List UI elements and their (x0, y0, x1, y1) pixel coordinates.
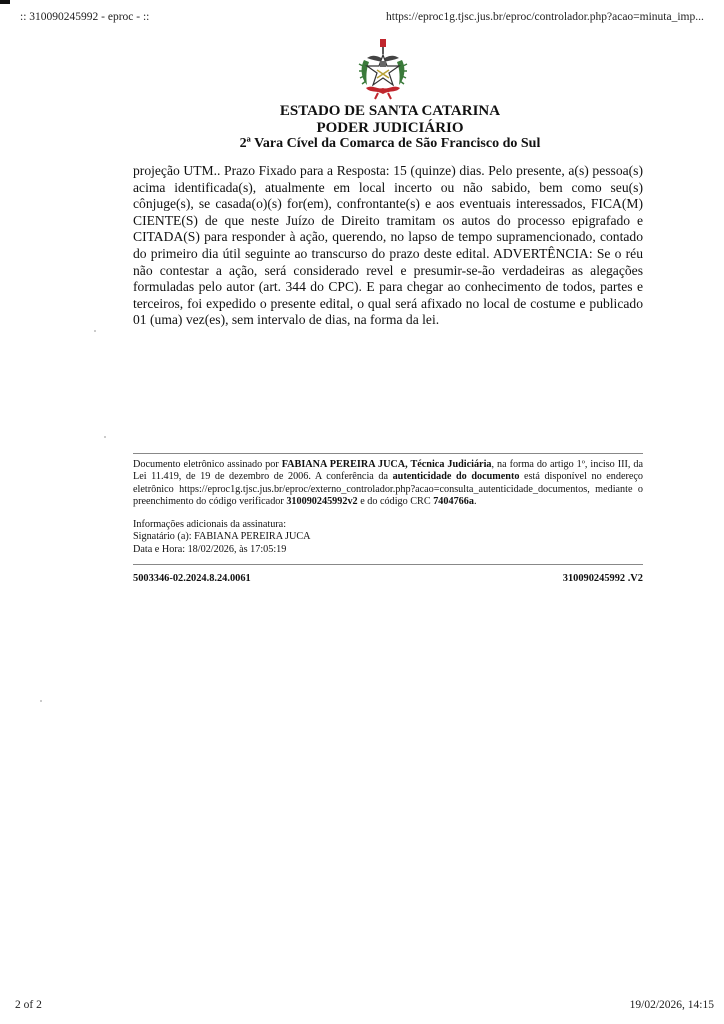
print-header-title: :: 310090245992 - eproc - :: (20, 11, 150, 23)
sig-text-2: , na forma do artigo 1º, inciso III, da Lei 11.419, de 19 de dezembro de 2006. A conferência da (133, 459, 643, 483)
sig-text-6: . (473, 495, 477, 507)
edital-body-paragraph: projeção UTM.. Prazo Fixado para a Resposta: 15 (quinze) dias. Pelo presente, a(s) pessoa(s) acima identificada(s), atualmente em local incerto ou não sabido, bem como seu(s) cônjuge(s), se casada(o)(s) for(em), confrontante(s) e aos eventuais interessados, FICA(M) CIENTE(S) de que neste Juízo de Direito tramitam os autos do processo epigrafado e CITADA(S) para responder à ação, querendo, no lapso de tempo supramencionado, contado do primeiro dia útil seguinte ao transcurso do prazo deste edital. ADVERTÊNCIA: Se o réu não contestar a ação, será considerado revel e presumir-se-ão verdadeiras as alegações formuladas pelo autor (art. 344 do CPC). E para chegar ao conhecimento de todos, partes e terceiros, foi expedido o presente edital, o qual será afixado no local de costume e publicado 01 (uma) vez(es), sem intervalo de dias, na forma da lei. (133, 163, 643, 328)
letterhead-branch: PODER JUDICIÁRIO (316, 119, 464, 136)
authenticity-label: autenticidade do documento (392, 471, 520, 483)
verifier-code: 310090245992v2 (286, 495, 358, 507)
additional-info-heading: Informações adicionais da assinatura: (133, 519, 287, 530)
signatory-line: Signatário (a): FABIANA PEREIRA JUCA (133, 531, 311, 543)
scan-speck (40, 700, 42, 702)
signature-datetime: Data e Hora: 18/02/2026, às 17:05:19 (133, 543, 287, 555)
sig-text-3: está disponível no endereço eletrônico (133, 471, 644, 495)
letterhead (130, 103, 650, 153)
print-footer-page: 2 of 2 (15, 999, 42, 1011)
scan-speck (104, 436, 106, 438)
electronic-signature-notice (133, 459, 643, 508)
sig-text-5: e do código CRC (357, 495, 434, 507)
coat-of-arms-icon (358, 38, 408, 100)
signer-name: FABIANA PEREIRA JUCA, Técnica Judiciária (281, 459, 492, 470)
scan-speck (94, 330, 96, 332)
print-header-url: https://eproc1g.tjsc.jus.br/eproc/controlador.php?acao=minuta_imp... (386, 11, 704, 23)
scan-corner-mark (0, 0, 10, 4)
print-footer-timestamp: 19/02/2026, 14:15 (629, 999, 714, 1011)
document-version: 310090245992 .V2 (562, 573, 643, 584)
authenticity-url[interactable]: https://eproc1g.tjsc.jus.br/eproc/externo_controlador.php?acao=consulta_autenticidade_documentos (179, 483, 588, 495)
signature-divider-bottom (133, 564, 643, 565)
crc-code: 7404766a (433, 495, 474, 507)
signature-divider-top (133, 453, 643, 454)
sig-text-1: Documento eletrônico assinado por (133, 459, 282, 470)
signature-additional-info (133, 519, 643, 556)
sig-text-4: , mediante o preenchimento do código verificador (133, 483, 643, 507)
letterhead-state: ESTADO DE SANTA CATARINA (279, 103, 501, 119)
process-number: 5003346-02.2024.8.24.0061 (133, 573, 251, 584)
letterhead-court: 2ª Vara Cível da Comarca de São Francisco do Sul (239, 136, 541, 151)
